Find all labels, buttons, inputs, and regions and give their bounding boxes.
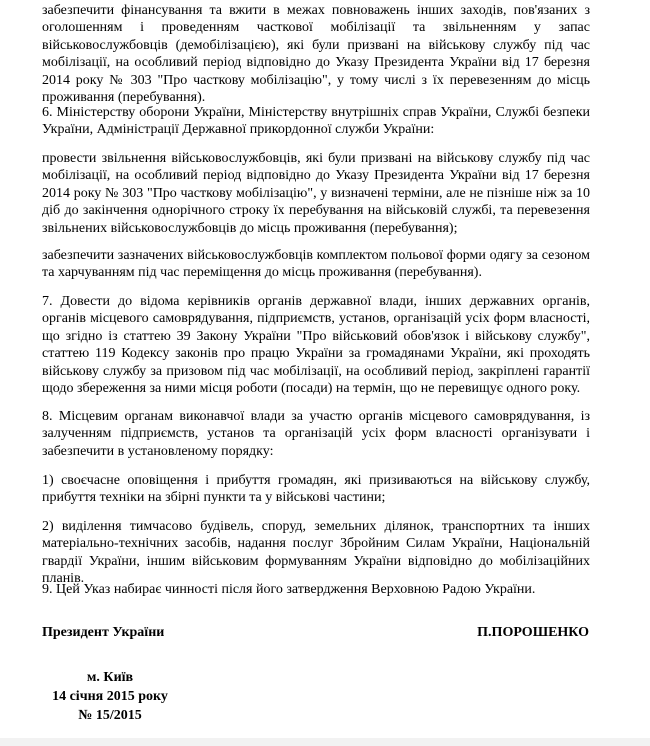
paragraph-item-9: 9. Цей Указ набирає чинності після його затвердження Верховною Радою України. <box>42 582 536 597</box>
paragraph-item-6: 6. Міністерству оборони України, Міністерству внутрішніх справ України, Службі безпеки України, Адміністрації Державної прикордонної служби України: <box>42 105 590 138</box>
paragraph-discharge: провести звільнення військовослужбовців, які були призвані на військову службу під час мобілізації, на особливий період відповідно до Указу Президента України від 17 березня 2014 року № 303 "Про часткову мобілізацію", у визначені терміни, але не пізніше ніж за 10 діб до закінчення однорічного строку їх перебування на військовій службі, та перевезення звільнених військовослужбовців до місць проживання (перебування); <box>42 151 590 236</box>
page-bottom-divider <box>0 738 650 746</box>
paragraph-uniform: забезпечити зазначених військовослужбовців комплектом польової форми одягу за сезоном та харчуванням під час переміщення до місць проживання (перебування). <box>42 248 590 281</box>
signature-name: П.ПОРОШЕНКО <box>477 625 589 640</box>
paragraph-subitem-2: 2) виділення тимчасово будівель, споруд, земельних ділянок, транспортних та інших матеріально-технічних засобів, надання послуг Збройним Силам України, Національній гвардії України, іншим військовим формуванням України відповідно до мобілізаційних планів. <box>42 519 590 587</box>
place-city: м. Київ <box>86 670 134 685</box>
paragraph-item-8: 8. Місцевим органам виконавчої влади за участю органів місцевого самоврядування, із залученням підприємств, установ та організацій усіх форм власності організувати і забезпечити в установленому порядку: <box>42 409 590 459</box>
paragraph-subitem-1: 1) своєчасне оповіщення і прибуття громадян, які призиваються на військову службу, прибуття техніки на збірні пункти та у військові частини; <box>42 473 590 506</box>
signature-title: Президент України <box>42 625 165 640</box>
paragraph-financing: забезпечити фінансування та вжити в межах повноважень інших заходів, пов'язаних з оголошенням і проведенням часткової мобілізації та звільненням у запас військовослужбовців (демобілізацією), які були призвані на військову службу під час мобілізації, на особливий період відповідно до Указу Президента України від 17 березня 2014 року № 303 "Про часткову мобілізацію", у тому числі з їх перевезенням до місць проживання (перебування). <box>42 3 590 106</box>
paragraph-item-7: 7. Довести до відома керівників органів державної влади, інших державних органів, органів місцевого самоврядування, підприємств, установ, організацій усіх форм власності, що згідно із статтею 39 Закону України "Про військовий обов'язок і військову службу", статтею 119 Кодексу законів про працю України за громадянами України, які проходять військову службу за призовом під час мобілізації, на особливий період, закріплені гарантії щодо збереження за ними місця роботи (посади) на термін, що не перевищує одного року. <box>42 294 590 397</box>
decree-number: № 15/2015 <box>78 708 142 723</box>
place-date-block <box>30 668 190 725</box>
decree-date: 14 січня 2015 року <box>52 689 168 704</box>
